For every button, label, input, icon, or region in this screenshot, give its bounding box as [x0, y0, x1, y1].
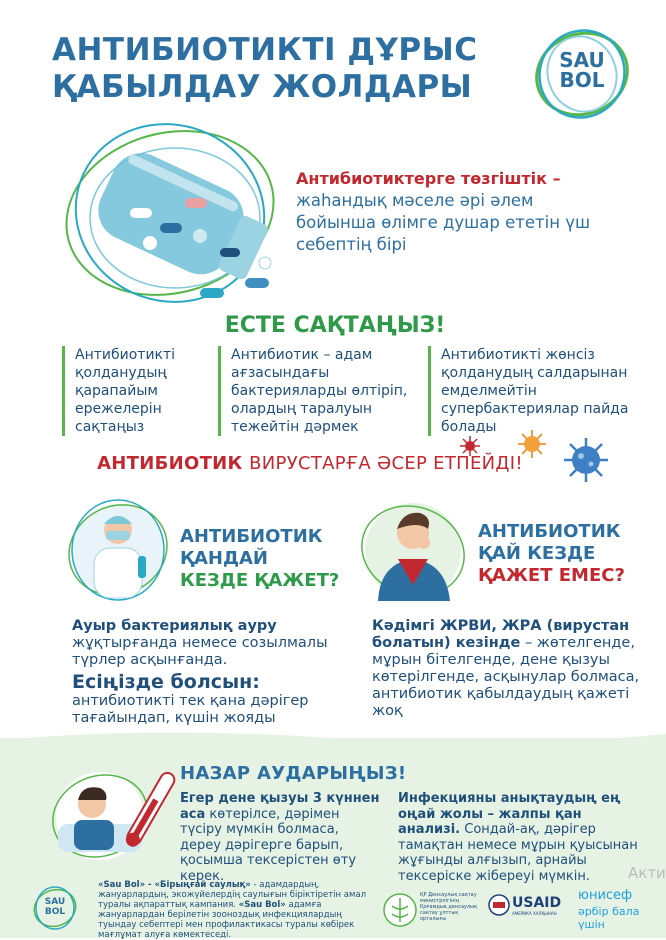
- footer-text1-bold: «Sau Bol» - «Бірыңғай саулық»: [98, 880, 251, 890]
- when-not-line-1: АНТИБИОТИК ҚАЙ КЕЗДЕ: [478, 521, 621, 564]
- tip-antibiotic-definition: Антибиотик – адам ағзасындағы бактерияларды өлтіріп, олардың таралуын тежейтін дәрмек: [218, 346, 411, 436]
- bottom-wave: [0, 722, 666, 762]
- footer-text1: - адамдардың, жануарлардың, экожүйелердің саулығын біріктіретін амал туралы ақпараттық кампания.: [98, 880, 367, 910]
- remember-heading: ЕСТЕ САҚТАҢЫЗ!: [224, 313, 446, 338]
- resistance-head: Антибиотиктерге төзгіштік –: [296, 169, 561, 188]
- footer-text2: адамға жануарлардан берілетін зооноздық инфекциялардың туындау себептері мен профилактикасы туралы көбірек мағлұмат алуға көмектеседі.: [98, 900, 355, 940]
- resistance-body: жаһандық мәселе әрі әлем бойынша өлімге душар ететін үш себептің бірі: [296, 191, 591, 254]
- title-line-1: АНТИБИОТИКТІ ДҰРЫС: [52, 32, 478, 68]
- attention-blood-bold: Инфекцияны анықтаудың ең оңай жолы – жалпы қан анализі.: [398, 791, 621, 837]
- logo-line-2: BOL: [559, 68, 605, 92]
- when-needed-answer: [72, 618, 362, 727]
- usaid-seal-icon: [488, 894, 510, 916]
- footer-campaign-text: [98, 880, 373, 940]
- tip-simple-rules: Антибиотикті қолданудың қарапайым ережелерін сақтаңыз: [62, 346, 205, 436]
- usaid-sublabel: АМЕРИКА ХАЛҚЫНАН: [512, 911, 557, 916]
- when-needed-bold: Ауыр бактериялық ауру: [72, 618, 277, 634]
- activation-watermark: Акти: [628, 864, 666, 882]
- ministry-text: ҚР Денсаулық сақтау министрлігінің Қоғамдық денсаулық сақтау ұлттық орталығы: [420, 892, 478, 922]
- resistance-statement: [296, 168, 616, 256]
- tip-superbacteria: Антибиотикті жөнсіз қолданудың салдарынан емделмейтін супербактериялар пайда болады: [428, 346, 646, 436]
- doctor-illustration: [66, 498, 170, 602]
- unicef-label: юнисеф: [578, 888, 633, 903]
- saubol-logo: [530, 22, 634, 126]
- remember-label: Есіңізде болсын:: [72, 671, 260, 693]
- attention-fever-bold: Егер дене қызуы 3 күннен аса: [180, 791, 380, 822]
- when-needed-text: жұқтырғанда немесе созылмалы түрлер асқынғанда.: [72, 635, 328, 668]
- attention-fever-note: [180, 791, 380, 884]
- footer-logo-line-2: BOL: [44, 907, 66, 917]
- usaid-logo: [488, 892, 568, 922]
- when-needed-line-1: АНТИБИОТИК ҚАНДАЙ: [180, 526, 323, 569]
- when-not-text: – жөтелгенде, мұрын бітелгенде, дене қызуы көтерілгенде, асқынулар болмаса, антибиотик қабылдаудың қажеті жоқ: [372, 635, 640, 719]
- when-needed-line-2: КЕЗДЕ ҚАЖЕТ?: [180, 570, 340, 591]
- attention-fever-text: көтерілсе, дәрімен түсіру мүмкін болмаса, дереу дәрігерге барып, қосымша тексерістен өту керек.: [180, 806, 357, 884]
- virus-warning-rest: ВИРУСТАРҒА ӘСЕР ЕТПЕЙДІ!: [249, 453, 523, 474]
- remember-text: антибиотикті тек қана дәрігер тағайындап, күшін жояды: [72, 693, 309, 726]
- attention-blood-test-note: [398, 791, 638, 884]
- when-not-line-2: ҚАЖЕТ ЕМЕС?: [478, 565, 625, 586]
- footer-logo-line-1: SAU: [44, 897, 66, 907]
- sick-person-illustration: [358, 493, 468, 603]
- patient-illustration: [50, 758, 180, 878]
- logo-line-1: SAU: [559, 48, 605, 72]
- when-needed-question: [180, 526, 350, 592]
- unicef-sublabel: әрбір бала үшін: [578, 905, 640, 931]
- when-not-bold: Кәдімгі ЖРВИ, ЖРА (вирустан болатын) кезінде: [372, 618, 630, 651]
- footer-text2-bold: «Sau Bol»: [238, 900, 286, 910]
- virus-warning: [30, 453, 590, 474]
- when-not-needed-answer: [372, 618, 642, 720]
- page-title: [52, 32, 492, 106]
- pill-bottle-illustration: [60, 118, 300, 318]
- attention-heading: НАЗАР АУДАРЫҢЫЗ!: [180, 763, 407, 784]
- title-line-2: ҚАБЫЛДАУ ЖОЛДАРЫ: [52, 69, 473, 105]
- footer-saubol-logo: [32, 885, 78, 931]
- when-not-needed-question: [478, 521, 648, 587]
- virus-warning-bold: АНТИБИОТИК: [97, 453, 243, 474]
- usaid-label: USAID: [512, 895, 562, 911]
- ministry-emblem-icon: [382, 892, 418, 928]
- attention-blood-text: Сондай-ақ, дәрігер тамақтан немесе мұрын қуысынан жұғынды алғызып, арнайы тексеріске жібереуі мүмкін.: [398, 822, 638, 884]
